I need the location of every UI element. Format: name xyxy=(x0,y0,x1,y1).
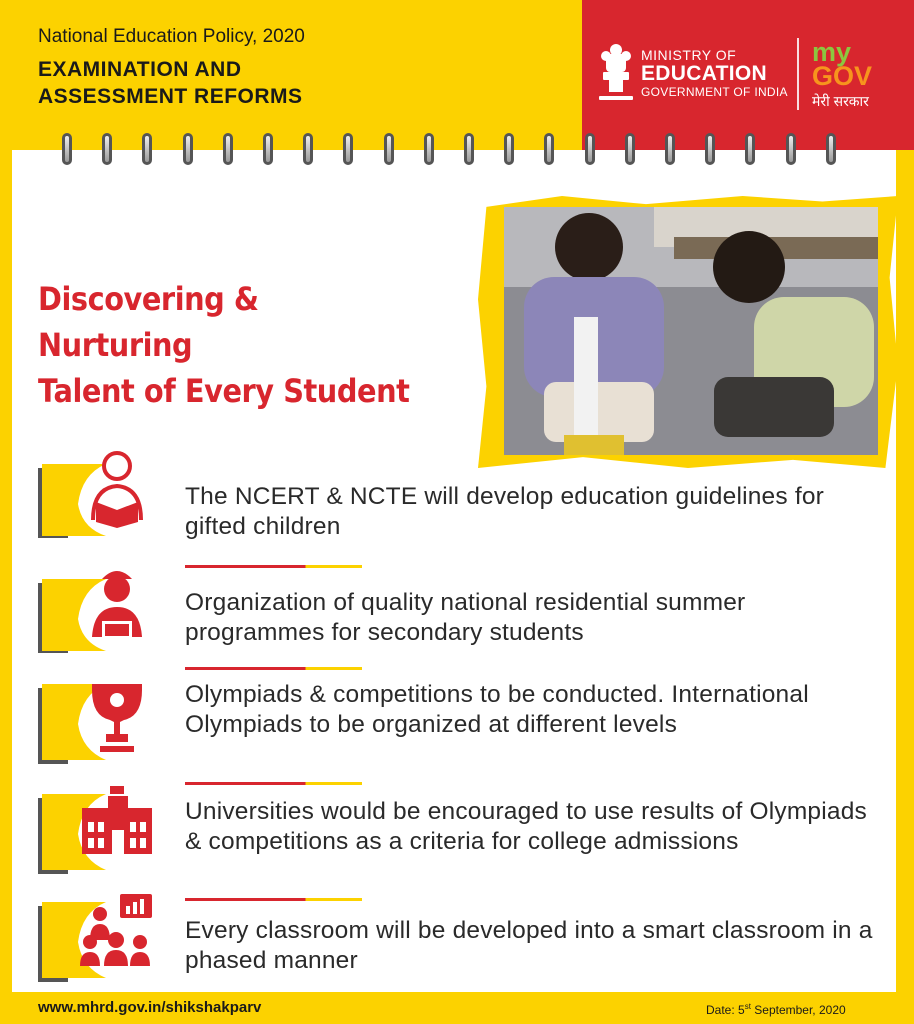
ministry-logo: MINISTRY OF EDUCATION GOVERNMENT OF INDIA xyxy=(641,47,788,99)
item-separator xyxy=(185,898,362,901)
binding-ring xyxy=(786,133,796,165)
binding-ring xyxy=(62,133,72,165)
spiral-binding xyxy=(62,133,852,167)
item-separator xyxy=(185,782,362,785)
date-label: Date: 5st September, 2020 xyxy=(706,1002,846,1017)
students-photo-illustration xyxy=(504,207,878,455)
student-laptop-icon xyxy=(38,565,153,653)
mygov-logo: my GOV xyxy=(812,37,873,91)
item-text-1: The NCERT & NCTE will develop education guidelines for gifted children xyxy=(185,483,825,540)
binding-ring xyxy=(504,133,514,165)
header-yellow xyxy=(0,0,582,140)
reading-student-icon xyxy=(38,450,153,538)
national-emblem-icon xyxy=(597,42,635,104)
binding-ring xyxy=(585,133,595,165)
binding-ring xyxy=(102,133,112,165)
item-text-2: Organization of quality national residential summer programmes for secondary students xyxy=(185,589,746,646)
binding-ring xyxy=(303,133,313,165)
item-text-4: Universities would be encouraged to use results of Olympiads & competitions as a criteria for college admissions xyxy=(185,798,868,855)
item-text-5: Every classroom will be developed into a smart classroom in a phased manner xyxy=(185,917,873,974)
website-link[interactable]: www.mhrd.gov.in/shikshakparv xyxy=(38,999,262,1016)
university-building-icon xyxy=(38,786,153,874)
trophy-icon xyxy=(38,676,153,764)
item-text-3: Olympiads & competitions to be conducted. International Olympiads to be organized at different levels xyxy=(185,681,809,738)
binding-ring xyxy=(826,133,836,165)
logo-divider xyxy=(797,38,799,110)
students-photo xyxy=(504,207,878,455)
binding-ring xyxy=(665,133,675,165)
binding-ring xyxy=(142,133,152,165)
item-separator xyxy=(185,565,362,568)
binding-ring xyxy=(183,133,193,165)
binding-ring xyxy=(705,133,715,165)
binding-ring xyxy=(544,133,554,165)
binding-ring xyxy=(343,133,353,165)
item-separator xyxy=(185,667,362,670)
binding-ring xyxy=(223,133,233,165)
policy-title: National Education Policy, 2020 xyxy=(38,26,305,47)
binding-ring xyxy=(625,133,635,165)
binding-ring xyxy=(263,133,273,165)
binding-ring xyxy=(384,133,394,165)
binding-ring xyxy=(424,133,434,165)
smart-classroom-icon xyxy=(38,894,153,982)
binding-ring xyxy=(745,133,755,165)
mygov-tagline: मेरी सरकार xyxy=(812,93,869,109)
binding-ring xyxy=(464,133,474,165)
page-headline: EXAMINATION AND ASSESSMENT REFORMS xyxy=(38,58,303,108)
section-title: Discovering & Nurturing Talent of Every Student xyxy=(38,280,410,410)
